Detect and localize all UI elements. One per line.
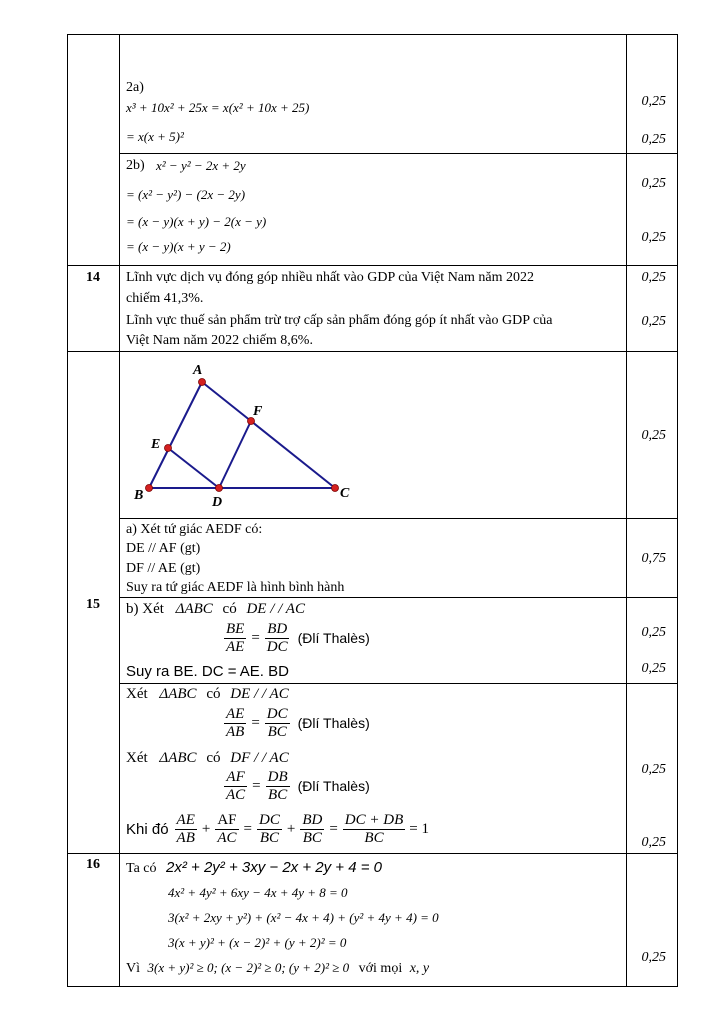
q14-line3: Lĩnh vực thuế sản phẩm trừ trợ cấp sản phẩm đóng góp ít nhất vào GDP của <box>126 313 553 328</box>
point-d <box>216 485 223 492</box>
score-15b-2: 0,25 <box>641 661 666 676</box>
q16-vi: Vì <box>126 961 140 976</box>
q15c-k-num4: BD <box>302 812 323 828</box>
q15b-line3: Suy ra BE. DC = AE. BD <box>126 663 289 680</box>
q15c-k-den3: BC <box>259 829 279 846</box>
segment-ed <box>168 448 219 488</box>
part-2b-line2: = (x − y)(x + y) − 2(x − y) <box>126 214 267 229</box>
q15c-num4: DB <box>267 769 288 785</box>
q15c-k-den1: AB <box>176 829 195 846</box>
q16-line3: 3(x² + 2xy + y²) + (x² − 4x + 4) + (y² + 4y + 4) = 0 <box>168 910 439 925</box>
question-number-15: 15 <box>86 597 100 612</box>
q16-line2: 4x² + 4y² + 6xy − 4x + 4y + 8 = 0 <box>168 885 348 900</box>
q16-line5 <box>126 961 429 977</box>
q15b-co: có <box>222 601 237 617</box>
question-number-14: 14 <box>86 270 100 285</box>
q16-inequality: 3(x + y)² ≥ 0; (x − 2)² ≥ 0; (y + 2)² ≥ 0 <box>147 960 350 975</box>
q15c-co: có <box>206 686 221 702</box>
q15c-triangle: ΔABC <box>159 686 197 702</box>
q16-line4: 3(x + y)² + (x − 2)² + (y + 2)² = 0 <box>168 935 347 950</box>
q15b-triangle: ΔABC <box>175 601 213 617</box>
score-15c-1: 0,25 <box>641 762 666 777</box>
label-f: F <box>253 404 263 419</box>
q15c-conclusion: Khi đó $\frac{AE}{AB}$ + $\frac{AF}{AC}$ = $\frac{DC}{BC}$ + $\frac{BD}{BC}$ = $\frac{DC + DB}{BC}$ = 1 <box>126 812 429 846</box>
score-15a: 0,75 <box>641 551 666 566</box>
q16-taco: Ta có <box>126 861 157 876</box>
q15b-num2: BD <box>267 621 288 637</box>
q15c-co2: có <box>206 750 221 766</box>
q15c-den3: AC <box>226 786 246 803</box>
q15a-line1: a) Xét tứ giác AEDF có: <box>126 522 263 537</box>
score-2b-1: 0,25 <box>641 176 666 191</box>
q15c-parallel2: DF / / AC <box>230 750 289 766</box>
part-2a-label: 2a) <box>126 80 144 95</box>
q15c-k-num2: AF <box>217 812 237 828</box>
q15c-k-den5: BC <box>364 829 384 846</box>
score-15b-1: 0,25 <box>641 625 666 640</box>
score-15c-2: 0,25 <box>641 835 666 850</box>
point-a <box>199 379 206 386</box>
q14-line4: Việt Nam năm 2022 chiếm 8,6%. <box>126 333 313 348</box>
q15c-xet: Xét <box>126 686 148 702</box>
q16-equation1: 2x² + 2y² + 3xy − 2x + 2y + 4 = 0 <box>166 859 382 876</box>
q15c-khido: Khi đó <box>126 820 169 838</box>
q15b-parallel: DE / / AC <box>246 601 305 617</box>
label-a: A <box>193 363 203 378</box>
part-2a-line1: x³ + 10x² + 25x = x(x² + 10x + 25) <box>126 100 310 115</box>
q15c-parallel1: DE / / AC <box>230 686 289 702</box>
q15b-den1: AE <box>226 638 245 655</box>
q15c-k-num5: DC + DB <box>344 812 404 828</box>
q15c-num2: DC <box>266 706 288 722</box>
q16-xy: x, y <box>409 961 430 976</box>
q15b-thales: (Đlí Thalès) <box>297 630 370 646</box>
score-14-2: 0,25 <box>641 314 666 329</box>
score-2b-2: 0,25 <box>641 230 666 245</box>
part-2b-line0: x² − y² − 2x + 2y <box>156 158 246 173</box>
part-2b-line3: = (x − y)(x + y − 2) <box>126 239 231 254</box>
q15c-den4: BC <box>268 786 288 803</box>
q15c-line2 <box>126 750 289 767</box>
label-c: C <box>340 486 350 501</box>
q15c-result: = 1 <box>409 820 429 837</box>
q15b-den2: DC <box>266 638 288 655</box>
q15c-k-num3: DC <box>259 812 280 828</box>
part-2b-label: 2b) <box>126 158 145 173</box>
q14-line1: Lĩnh vực dịch vụ đóng góp nhiều nhất vào GDP của Việt Nam năm 2022 <box>126 270 535 285</box>
q15c-xet2: Xét <box>126 750 148 766</box>
q15a-line4: Suy ra tứ giác AEDF là hình bình hành <box>126 580 345 595</box>
part-2b-line1: = (x² − y²) − (2x − 2y) <box>126 187 246 202</box>
q15b-xet: b) Xét <box>126 601 164 617</box>
side-ac <box>202 382 335 488</box>
point-b <box>146 485 153 492</box>
q15c-thales2: (Đlí Thalès) <box>297 778 370 794</box>
side-ab <box>149 382 202 488</box>
q15b-num1: BE <box>226 621 245 637</box>
q15c-den1: AB <box>226 723 245 740</box>
point-c <box>332 485 339 492</box>
q15a-line2: DE // AF (gt) <box>126 541 201 556</box>
q15c-num1: AE <box>226 706 245 722</box>
q15c-num3: AF <box>226 769 245 785</box>
q14-line2: chiếm 41,3%. <box>126 291 204 306</box>
point-e <box>165 445 172 452</box>
q15a-line3: DF // AE (gt) <box>126 561 201 576</box>
q15c-thales1: (Đlí Thalès) <box>297 715 370 731</box>
q15b-ratio: $\frac{BE}{AE}$ = $\frac{BD}{DC}$ (Đlí Thalès) <box>226 621 370 655</box>
q15b-line1 <box>126 601 305 618</box>
q15c-ratio2: $\frac{AF}{AC}$ = $\frac{DB}{BC}$ (Đlí Thalès) <box>226 769 370 803</box>
question-number-16: 16 <box>86 857 100 872</box>
q15c-line1 <box>126 686 289 703</box>
score-16: 0,25 <box>641 950 666 965</box>
label-e: E <box>151 437 161 452</box>
triangle-figure <box>120 352 380 517</box>
score-2a-2: 0,25 <box>641 132 666 147</box>
q15c-den2: BC <box>267 723 287 740</box>
q16-voimoi: với mọi <box>358 961 403 976</box>
part-2a-line2: = x(x + 5)² <box>126 129 184 144</box>
q15c-triangle2: ΔABC <box>159 750 197 766</box>
q16-line1 <box>126 859 382 877</box>
segment-df <box>219 421 251 488</box>
q15c-k-den2: AC <box>217 829 237 846</box>
label-d: D <box>212 495 223 510</box>
score-figure: 0,25 <box>641 428 666 443</box>
q15c-k-den4: BC <box>302 829 322 846</box>
score-14-1: 0,25 <box>641 270 666 285</box>
q15c-ratio1: $\frac{AE}{AB}$ = $\frac{DC}{BC}$ (Đlí Thalès) <box>226 706 370 740</box>
label-b: B <box>134 488 144 503</box>
q15c-k-num1: AE <box>176 812 195 828</box>
score-2a-1: 0,25 <box>641 94 666 109</box>
